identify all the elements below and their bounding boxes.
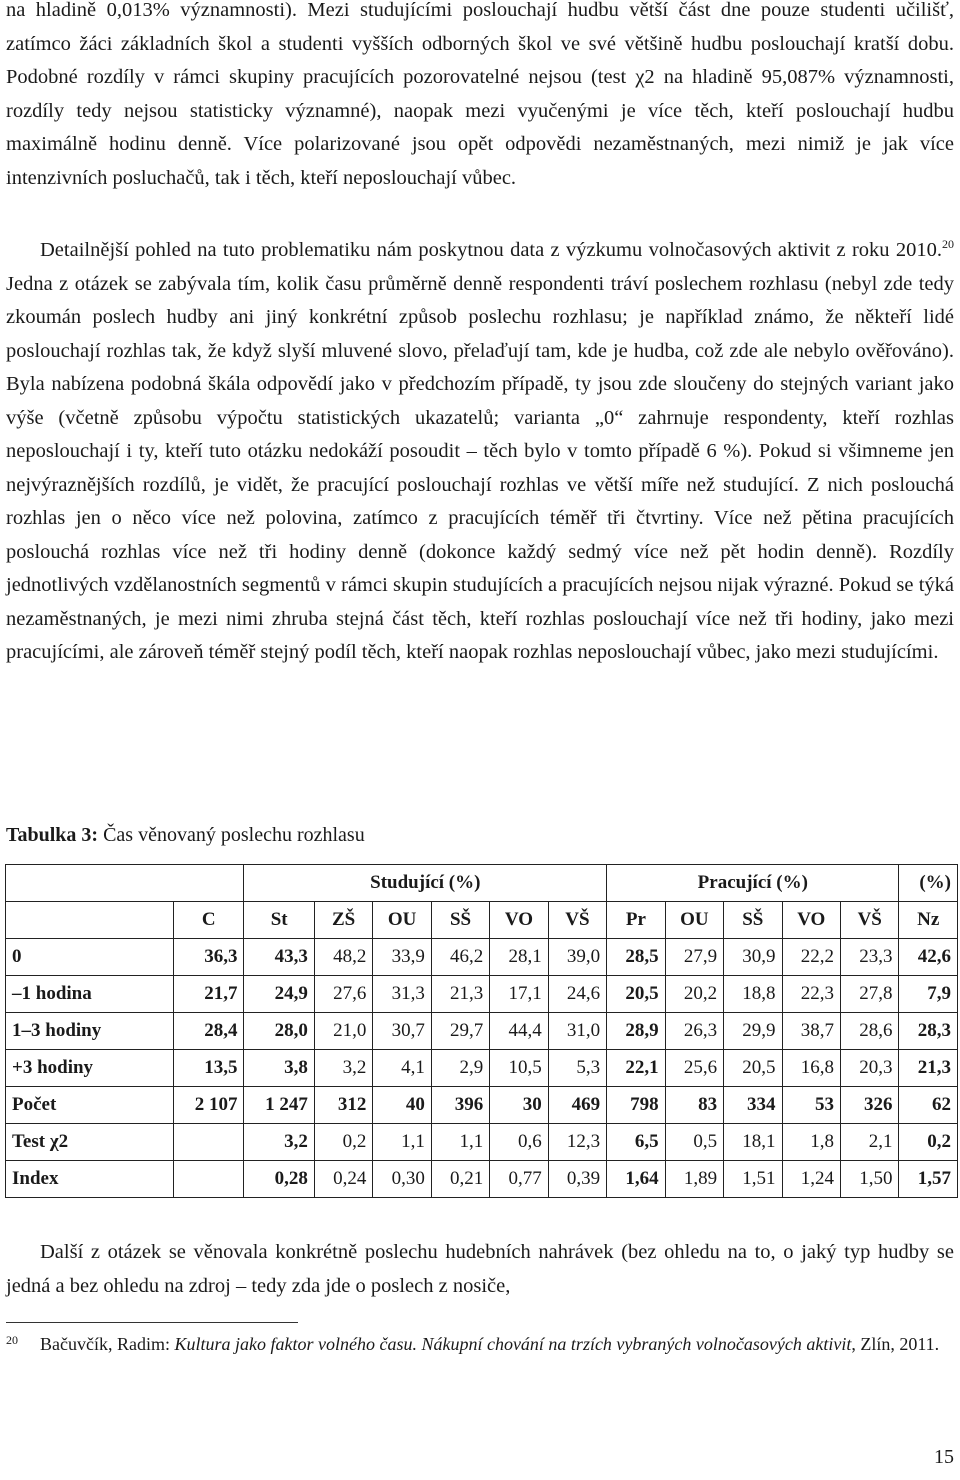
table-cell: 22,1 [607,1050,665,1087]
table-cell: 1,1 [431,1124,489,1161]
table-cell: 12,3 [548,1124,606,1161]
table-cell: 1 247 [244,1087,314,1124]
table-row-label: –1 hodina [6,976,174,1013]
table-cell: 29,7 [431,1013,489,1050]
table-cell: 326 [840,1087,898,1124]
table-cell: 53 [782,1087,840,1124]
table-cell: 0,77 [490,1161,548,1198]
table-cell: 3,2 [314,1050,372,1087]
table-column-header: St [244,902,314,939]
table-row [6,1124,958,1161]
table-cell: 30,9 [724,939,782,976]
footnote-divider [6,1322,298,1323]
table-cell: 1,1 [373,1124,431,1161]
table-cell: 20,2 [665,976,723,1013]
body-paragraph [6,234,954,670]
table-row [6,1161,958,1198]
table-cell: 20,5 [607,976,665,1013]
table-cell: 0,30 [373,1161,431,1198]
table-cell: 31,3 [373,976,431,1013]
table-cell: 10,5 [490,1050,548,1087]
table-cell: 18,8 [724,976,782,1013]
footnote-number: 20 [6,1333,18,1347]
table-cell: 21,3 [431,976,489,1013]
table-cell: 23,3 [840,939,898,976]
table-row [6,1013,958,1050]
table-cell: 4,1 [373,1050,431,1087]
table-cell: 3,8 [244,1050,314,1087]
table-cell: 42,6 [899,939,958,976]
page-number: 15 [934,1446,954,1468]
table-column-header: VO [490,902,548,939]
table-header-cell [174,865,244,902]
table-cell: 798 [607,1087,665,1124]
table-cell: 1,64 [607,1161,665,1198]
table-cell: 28,5 [607,939,665,976]
table-cell: 0,39 [548,1161,606,1198]
table-cell: 28,0 [244,1013,314,1050]
paragraph-text: Jedna z otázek se zabývala tím, kolik času průměrně denně respondenti tráví poslechem rozhlasu (nebyl zde tedy zkoumán poslech hudby ani jiný konkrétní způsob poslechu rozhlasu; je například známo, že někteří lidé poslouchají rozhlas tak, že když slyší mluvené slovo, přelaďují tam, kde je hudba, což zde ale nebylo ověřováno). Byla nabízena podobná škála odpovědí jako v předchozím případě, ty jsou zde sloučeny do stejných variant jako výše (včetně způsobu výpočtu statistických ukazatelů; varianta „0“ zahrnuje respondenty, kteří rozhlas neposlouchají i ty, kteří tuto otázku nedokáží posoudit – těch bylo v tomto případě 6 %). Pokud si všimneme jen nejvýraznějších rozdílů, je vidět, že pracující poslouchají rozhlas ve větší míře než studující. Z nich poslouchá rozhlas jen o něco více než polovina, zatímco z pracujících téměř tři čtvrtiny. Více než pětina pracujících poslouchá rozhlas více než tři hodiny denně (dokonce každý sedmý více než pět hodin denně). Rozdíly jednotlivých vzdělanostních segmentů v rámci skupin studujících a pracujících nejsou nijak výrazné. Pokud se týká nezaměstnaných, je mezi nimi zhruba stejná část těch, kteří rozhlas poslouchají více než tři hodiny, jako mezi pracujícími, ale zároveň téměř stejný podíl těch, kteří naopak rozhlas neposlouchají vůbec, jako mezi studujícími. [6,272,954,663]
table-cell: 20,3 [840,1050,898,1087]
table-cell: 40 [373,1087,431,1124]
table-caption-label: Tabulka 3: [6,824,99,846]
radio-listening-table [5,864,958,1198]
table-cell: 43,3 [244,939,314,976]
table-row [6,939,958,976]
table-cell [174,1124,244,1161]
body-paragraph: Další z otázek se věnovala konkrétně poslechu hudebních nahrávek (bez ohledu na to, o jaký typ hudby se jedná a bez ohledu na zdroj – tedy zda jde o poslech z nosiče, [6,1241,954,1297]
table-cell: 83 [665,1087,723,1124]
table-group-header-row [6,865,958,902]
table-row [6,1050,958,1087]
table-cell: 28,6 [840,1013,898,1050]
table-cell: 21,3 [899,1050,958,1087]
table-cell: 0,28 [244,1161,314,1198]
table-cell: 28,3 [899,1013,958,1050]
table-group-header: Pracující (%) [607,865,899,902]
table-cell: 469 [548,1087,606,1124]
table-cell: 28,1 [490,939,548,976]
table-row-label: 0 [6,939,174,976]
table-cell: 7,9 [899,976,958,1013]
table-group-header: Studující (%) [244,865,607,902]
table-cell: 30 [490,1087,548,1124]
table-column-header: Pr [607,902,665,939]
table-column-header: Nz [899,902,958,939]
table-cell: 39,0 [548,939,606,976]
table-caption [6,824,365,847]
table-cell: 38,7 [782,1013,840,1050]
table-column-header: ZŠ [314,902,372,939]
table-cell: 27,8 [840,976,898,1013]
table-cell: 6,5 [607,1124,665,1161]
table-row [6,976,958,1013]
table-caption-text: Čas věnovaný poslechu rozhlasu [98,824,365,846]
table-row [6,1087,958,1124]
table-cell: 27,9 [665,939,723,976]
body-paragraph: na hladině 0,013% významnosti). Mezi studujícími poslouchají hudbu větší část dne pouze studenti učilišť, zatímco žáci základních škol a studenti vyšších odborných škol ve své většině hudbu poslouchají kratší dobu. Podobné rozdíly v rámci skupiny pracujících pozorovatelné nejsou (test χ2 na hladině 95,087% významnosti, rozdíly tedy nejsou statisticky významné), naopak mezi vyučenými je více těch, kteří poslouchají hudbu maximálně hodinu denně. Více polarizované jsou opět odpovědi nezaměstnaných, mezi nimiž je jak více intenzivních posluchačů, tak i těch, kteří neposlouchají vůbec. [6,0,954,189]
table-cell: 44,4 [490,1013,548,1050]
table-row-label: Počet [6,1087,174,1124]
table-cell: 396 [431,1087,489,1124]
table-row-label: Test χ2 [6,1124,174,1161]
footnote-title: Kultura jako faktor volného času. Nákupní chování na trzích vybraných volnočasových aktivit [174,1334,852,1354]
table-cell: 334 [724,1087,782,1124]
table-cell: 1,8 [782,1124,840,1161]
table-cell [174,1161,244,1198]
table-cell: 26,3 [665,1013,723,1050]
table-cell: 5,3 [548,1050,606,1087]
table-column-header: SŠ [431,902,489,939]
table-cell: 25,6 [665,1050,723,1087]
table-cell: 36,3 [174,939,244,976]
footnote-reference[interactable]: 20 [942,237,954,252]
footnote-author: Bačuvčík, Radim: [40,1334,175,1354]
table-cell: 1,57 [899,1161,958,1198]
table-column-header-row [6,902,958,939]
footnote [6,1330,954,1358]
table-cell: 0,21 [431,1161,489,1198]
table-corner-cell [6,902,174,939]
table-corner-cell [6,865,174,902]
table-cell: 0,6 [490,1124,548,1161]
table-cell: 24,9 [244,976,314,1013]
table-cell: 21,7 [174,976,244,1013]
table-cell: 27,6 [314,976,372,1013]
table-row-label: +3 hodiny [6,1050,174,1087]
table-cell: 21,0 [314,1013,372,1050]
table-cell: 18,1 [724,1124,782,1161]
table-cell: 30,7 [373,1013,431,1050]
table-row-label: Index [6,1161,174,1198]
table-cell: 1,51 [724,1161,782,1198]
footnote-text [40,1330,954,1358]
paragraph-text: Detailnější pohled na tuto problematiku nám poskytnou data z výzkumu volnočasových aktivit z roku 2010. [40,239,942,261]
table-column-header: C [174,902,244,939]
table-cell: 22,3 [782,976,840,1013]
table-cell: 1,89 [665,1161,723,1198]
table-cell: 16,8 [782,1050,840,1087]
table-cell: 22,2 [782,939,840,976]
table-group-header: (%) [899,865,958,902]
table-column-header: VŠ [548,902,606,939]
table-cell: 0,2 [899,1124,958,1161]
table-cell: 0,2 [314,1124,372,1161]
table-column-header: VO [782,902,840,939]
table-cell: 20,5 [724,1050,782,1087]
table-cell: 28,4 [174,1013,244,1050]
table-column-header: OU [665,902,723,939]
table-cell: 13,5 [174,1050,244,1087]
table-cell: 28,9 [607,1013,665,1050]
table-cell: 1,24 [782,1161,840,1198]
table-cell: 0,5 [665,1124,723,1161]
table-column-header: VŠ [840,902,898,939]
table-cell: 3,2 [244,1124,314,1161]
table-cell: 312 [314,1087,372,1124]
table-cell: 1,50 [840,1161,898,1198]
table-cell: 17,1 [490,976,548,1013]
footnote-rest: , Zlín, 2011. [851,1334,940,1354]
table-cell: 33,9 [373,939,431,976]
table-cell: 31,0 [548,1013,606,1050]
table-cell: 2,1 [840,1124,898,1161]
table-column-header: OU [373,902,431,939]
table-cell: 62 [899,1087,958,1124]
table-cell: 2 107 [174,1087,244,1124]
table-cell: 0,24 [314,1161,372,1198]
table-cell: 46,2 [431,939,489,976]
table-cell: 48,2 [314,939,372,976]
table-cell: 29,9 [724,1013,782,1050]
table-row-label: 1–3 hodiny [6,1013,174,1050]
table-column-header: SŠ [724,902,782,939]
table-cell: 2,9 [431,1050,489,1087]
table-cell: 24,6 [548,976,606,1013]
